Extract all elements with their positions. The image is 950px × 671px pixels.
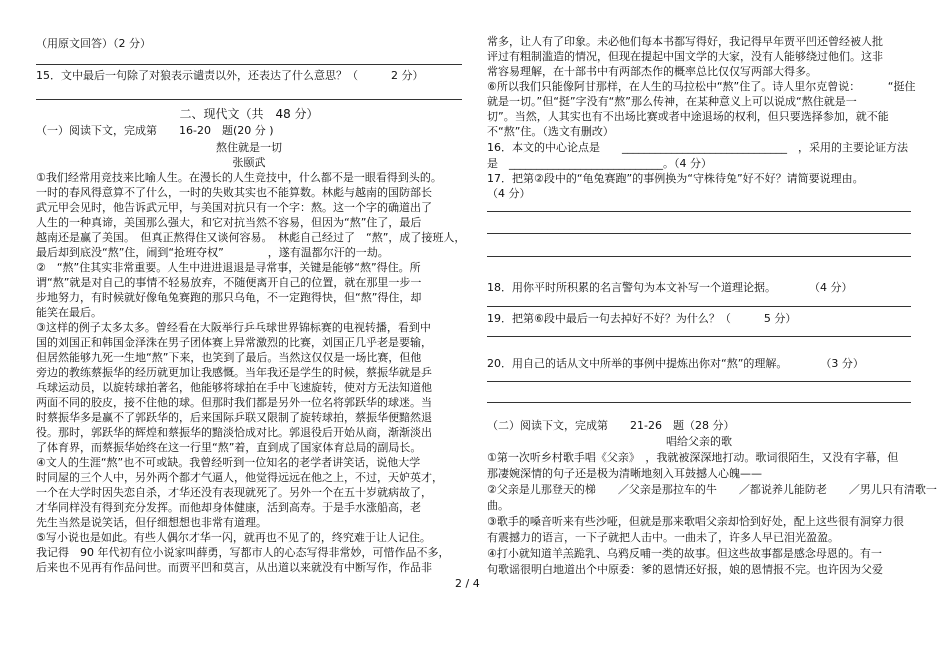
text-line: ④打小就知道羊羔跪乳、乌鸦反哺一类的故事。但这些故事都是感念母恩的。有一 xyxy=(487,547,882,560)
author: 张颐武 xyxy=(232,156,266,169)
divider xyxy=(36,64,462,65)
text-line: 但居然能够九死一生地“熬”下来，也笑到了最后。当然这仅仅是一场比赛，但他 xyxy=(36,351,422,364)
text-line: ①第一次听乡村歌手唱《父亲》 ，我就被深深地打动。歌词很陌生，又没有字幕，但 xyxy=(487,451,899,464)
part2-intro: （二）阅读下文，完成第 21-26 题（28 分） xyxy=(487,419,735,432)
text-line: 两面不同的胶皮，接不住他的球。但那时我们都是另外一位名将郭跃华的球迷。当 xyxy=(36,396,432,409)
text-line: 了体育界，而蔡振华始终在这一行里“熬”着，直到成了国家体育总局的副局长。 xyxy=(36,441,422,454)
text-line: 才华同样没有得到充分发挥。而他却身体健康，活到高寿。于是手水涨船高，老 xyxy=(36,501,421,514)
text-line: 先生当然是说笑话，但仔细想想也非常有道理。 xyxy=(36,516,267,529)
text-line: 切”。当然，人其实也有不出场比赛或者中途退场的权利，但只要选择参加，就不能 xyxy=(487,110,889,123)
text-line: 就是一切。”但“挺”字没有“熬”那么传神，在某种意义上可以说成“熬住就是一 xyxy=(487,95,857,108)
right-column xyxy=(475,0,950,671)
question-16: 16．本文的中心论点是 ______________________________ ，采用的主要论证方法 xyxy=(487,141,908,154)
text-line: 谓“熬”就是对自己的事情不轻易放弃，不随便离开自己的位置，就在那里一步一 xyxy=(36,276,422,289)
text-line: 旁边的教练蔡振华的经历就更加让我感慨。当年我还是学生的时候，蔡振华就是乒 xyxy=(36,366,432,379)
answer-line[interactable] xyxy=(487,211,911,212)
question-20: 20．用自己的话从文中所举的事例中提炼出你对“熬”的理解。 （3 分） xyxy=(487,357,864,370)
question-15: 15．文中最后一句除了对狼表示谴责以外，还表达了什么意思？（ 2 分） xyxy=(36,69,424,82)
text-line: 时蔡振华多是赢不了郭跃华的，后来国际乒联又限制了旋转球拍，蔡振华便黯然退 xyxy=(36,411,432,424)
text-line: 评过有粗制滥造的情况，但现在提起中国文学的大家，没有人能够绕过他们。这非 xyxy=(487,50,883,63)
answer-line[interactable] xyxy=(487,306,911,307)
text-line: 时同屋的三个人中，另外两个都才气逼人，他觉得远远在他之上，不过，天妒英才， xyxy=(36,471,443,484)
question-17-score: （4 分） xyxy=(487,187,531,200)
text-line: 最后却到底没“熬”住，闹到“抢班夺权” ，遂有温都尔汗的一劫。 xyxy=(36,246,389,259)
text-line: 那凄婉深情的句子还是极为清晰地刻入耳鼓撼人心魄—— xyxy=(487,467,762,480)
text-line: ② “熬”住其实非常重要。人生中进进退退是寻常事，关键是能够“熬”得住。所 xyxy=(36,261,421,274)
answer-line[interactable] xyxy=(487,381,911,382)
text-line: 役。那时，郭跃华的辉煌和蔡振华的黯淡恰成对比。郭退役后开始从商，渐渐淡出 xyxy=(36,426,432,439)
text-line: 曲。 xyxy=(487,499,509,512)
text-line: ④文人的生涯“熬”也不可或缺。我曾经听到一位知名的老学者讲笑话，说他大学 xyxy=(36,456,421,469)
text-line: 有震撼力的语言，一下子就把人击中。一曲未了，许多人早已泪光盈盈。 xyxy=(487,531,839,544)
section-title: 二、现代文（共 48 分） xyxy=(179,107,319,121)
text-line: 一个在大学时因失恋自杀，才华还没有表现就死了。另外一个在五十岁就病故了， xyxy=(36,486,432,499)
text-line: ⑥所以我们只能像阿甘那样，在人生的马拉松中“熬”住了。诗人里尔克曾说： “挺住 xyxy=(487,80,916,93)
question-17: 17．把第②段中的“龟兔赛跑”的事例换为“守株待兔”好不好？请简要说理由。 xyxy=(487,172,864,185)
text-line: 后来也不见再有作品问世。而贾平凹和莫言，从出道以来就没有中断写作，作品非 xyxy=(36,561,432,574)
divider xyxy=(36,99,462,100)
text-line: 句歌谣很明白地道出个中原委：爹的恩情还好报，娘的恩情报不完。也许因为父爱 xyxy=(487,563,883,576)
text-line: ②父亲是儿那登天的梯 ／父亲是那拉车的牛 ／都说养儿能防老 ／男儿只有清歌一 xyxy=(487,483,937,496)
question-18: 18．用你平时所积累的名言警句为本文补写一个道理论据。 （4 分） xyxy=(487,281,853,294)
answer-hint: （用原文回答）（2 分） xyxy=(36,37,151,50)
text-line: ①我们经常用竞技来比喻人生。在漫长的人生竞技中，什么都不是一眼看得到头的。 xyxy=(36,171,442,184)
answer-line[interactable] xyxy=(487,233,911,234)
question-19: 19．把第⑥段中最后一句去掉好不好？为什么？（ 5 分） xyxy=(487,312,797,325)
article2-title: 唱给父亲的歌 xyxy=(666,435,732,448)
text-line: 常多，让人有了印象。未必他们每本书都写得好，我记得早年贾平凹还曾经被人批 xyxy=(487,35,883,48)
page-number: 2 / 4 xyxy=(455,577,480,590)
text-line: 步地努力，有时候就好像龟兔赛跑的那只乌龟，不一定跑得快，但“熬”得住，却 xyxy=(36,291,422,304)
text-line: 我记得 90 年代初有位小说家叫薛勇，写都市人的心态写得非常妙，可惜作品不多， xyxy=(36,546,450,559)
text-line: 越南还是赢了美国。 但真正熬得住又谈何容易。 林彪自己经过了 “熬”，成了接班人， xyxy=(36,231,466,244)
text-line: 一时的春风得意算不了什么，一时的失败其实也不能算数。林彪与越南的国防部长 xyxy=(36,186,432,199)
answer-line[interactable] xyxy=(487,402,911,403)
text-line: 人生的一种真谛，美国那么强大，和它对抗当然不容易，但因为“熬”住了，最后 xyxy=(36,216,422,229)
text-line: ⑤写小说也是如此。有些人偶尔才华一闪，就再也不见了的，终究难于让人记住。 xyxy=(36,531,431,544)
text-line: 乓球运动员，以旋转球拍著名，他能够将球拍在手中飞速旋转，使对方无法知道他 xyxy=(36,381,432,394)
text-line: ③这样的例子太多太多。曾经看在大阪举行乒乓球世界锦标赛的电视转播，看到中 xyxy=(36,321,431,334)
text-line: 能笑在最后。 xyxy=(36,306,102,319)
text-line: ③歌手的嗓音听来有些沙哑，但就是那来歌唱父亲却恰到好处，配上这些很有洞穿力很 xyxy=(487,515,904,528)
text-line: 武元甲会见时，他告诉武元甲，与美国对抗只有一个字：熬。这一个字的确道出了 xyxy=(36,201,432,214)
answer-line[interactable] xyxy=(487,256,911,257)
part1-intro: （一）阅读下文，完成第 16-20 题(20 分 ) xyxy=(36,124,274,137)
article-title: 熬住就是一切 xyxy=(216,141,282,154)
text-line: 国的刘国正和韩国金泽洙在男子团体赛上异常激烈的比赛，刘国正几乎老是要输， xyxy=(36,336,432,349)
answer-line[interactable] xyxy=(487,336,911,337)
question-16-cont: 是 ____________________________。（4 分） xyxy=(487,157,712,170)
text-line: 常容易理解，在十部书中有两部杰作的概率总比仅仅写两部大得多。 xyxy=(487,65,817,78)
text-line: 不“熬”住。（选文有删改） xyxy=(487,125,614,138)
